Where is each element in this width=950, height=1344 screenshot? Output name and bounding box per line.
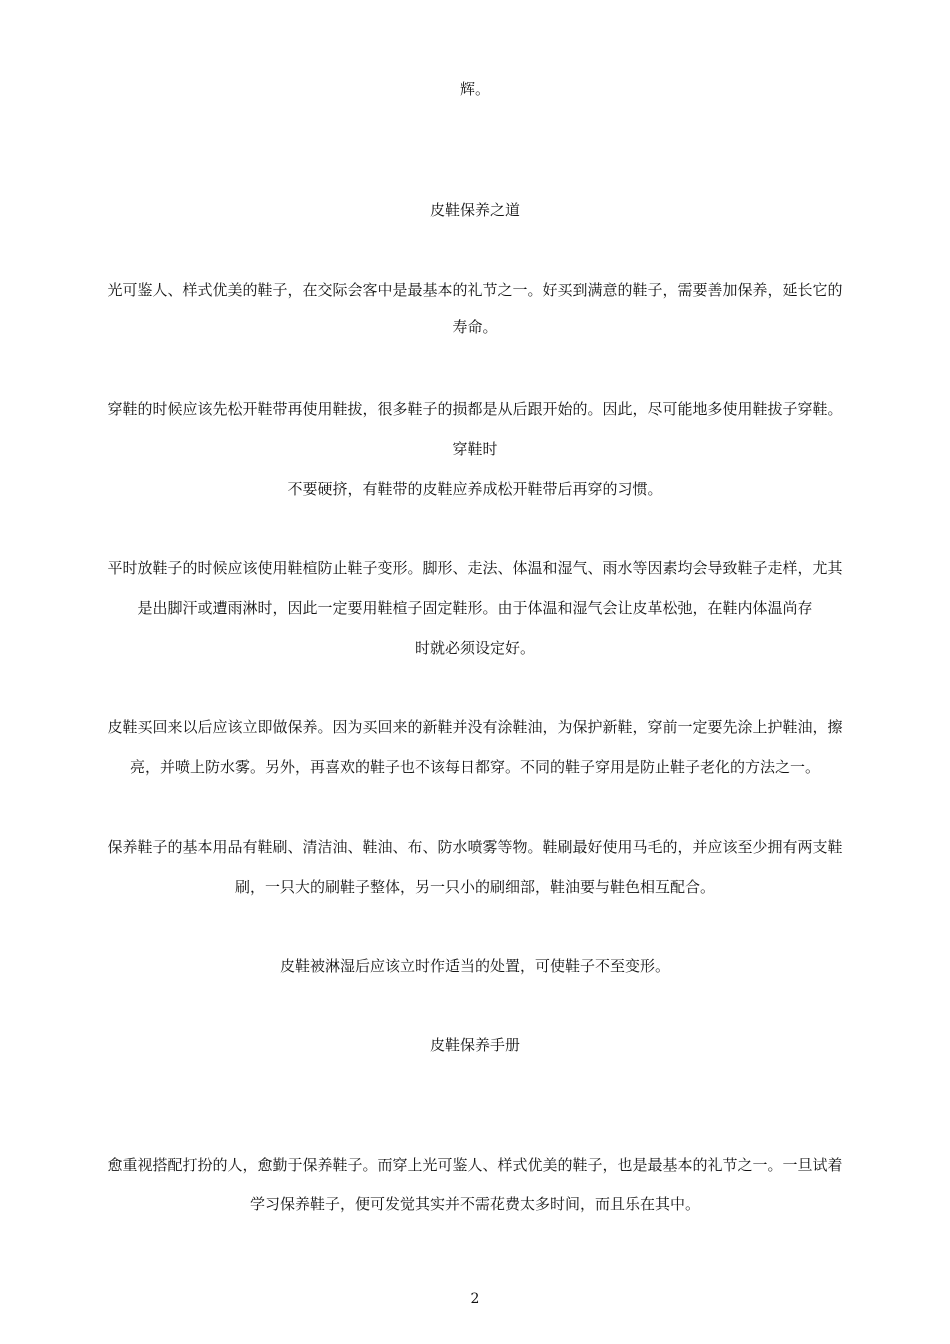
paragraph-line: 光可鉴人、样式优美的鞋子，在交际会客中是最基本的礼节之一。好买到满意的鞋子，需要善加保养，延长它的 [107, 281, 843, 299]
paragraph-line: 愈重视搭配打扮的人，愈勤于保养鞋子。而穿上光可鉴人、样式优美的鞋子，也是最基本的礼节之一。一旦试着 [107, 1156, 843, 1174]
paragraph-line: 保养鞋子的基本用品有鞋刷、清洁油、鞋油、布、防水喷雾等物。鞋刷最好使用马毛的，并应该至少拥有两支鞋 [107, 838, 843, 856]
paragraph-line: 时就必须设定好。 [414, 639, 535, 657]
paragraph-line: 刷，一只大的刷鞋子整体，另一只小的刷细部，鞋油要与鞋色相互配合。 [234, 878, 715, 896]
section-title: 皮鞋保养之道 [429, 201, 520, 219]
section-title: 皮鞋保养手册 [429, 1036, 520, 1054]
paragraph-line: 穿鞋时 [452, 440, 498, 458]
paragraph-line: 平时放鞋子的时候应该使用鞋楦防止鞋子变形。脚形、走法、体温和湿气、雨水等因素均会导致鞋子走样，尤其 [107, 559, 843, 577]
paragraph-line: 是出脚汗或遭雨淋时，因此一定要用鞋楦子固定鞋形。由于体温和湿气会让皮革松弛，在鞋内体温尚存 [137, 599, 813, 617]
page-number: 2 [470, 1291, 480, 1307]
paragraph-line: 不要硬挤，有鞋带的皮鞋应养成松开鞋带后再穿的习惯。 [287, 480, 663, 498]
paragraph-line: 皮鞋被淋湿后应该立时作适当的处置，可使鞋子不至变形。 [279, 957, 670, 975]
paragraph-line: 皮鞋买回来以后应该立即做保养。因为买回来的新鞋并没有涂鞋油，为保护新鞋，穿前一定要先涂上护鞋油，擦 [107, 718, 843, 736]
continuation-text: 辉。 [459, 80, 490, 98]
paragraph-line: 穿鞋的时候应该先松开鞋带再使用鞋拔，很多鞋子的损都是从后跟开始的。因此，尽可能地多使用鞋拔子穿鞋。 [107, 400, 843, 418]
paragraph-line: 寿命。 [452, 318, 498, 336]
paragraph-line: 亮，并喷上防水雾。另外，再喜欢的鞋子也不该每日都穿。不同的鞋子穿用是防止鞋子老化的方法之一。 [129, 758, 820, 776]
paragraph-line: 学习保养鞋子，便可发觉其实并不需花费太多时间，而且乐在其中。 [249, 1195, 700, 1213]
